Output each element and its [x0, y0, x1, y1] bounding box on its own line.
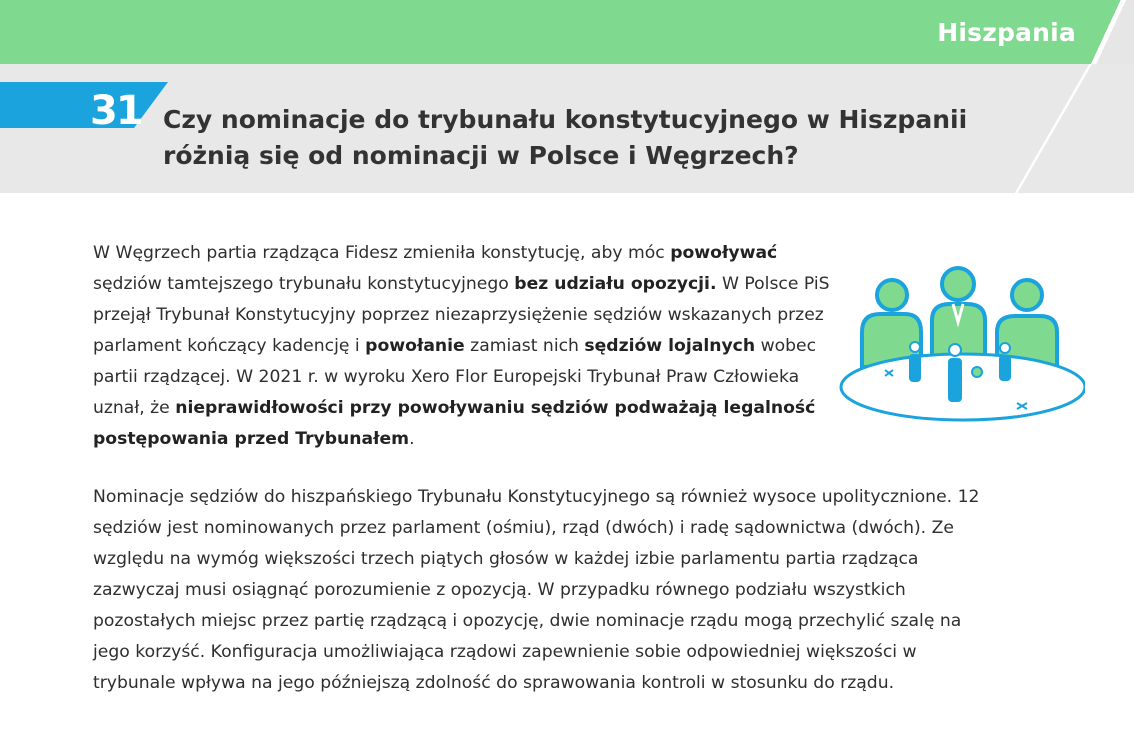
people-at-table-icon [835, 262, 1085, 432]
paragraph-1 [93, 238, 841, 455]
table-ellipse [841, 354, 1085, 420]
question-title: Czy nominacje do trybunału konstytucyjnego w Hiszpanii różnią się od nominacji w Polsce i Węgrzech? [163, 105, 968, 170]
p1-bold-4: sędziów lojalnych [584, 336, 756, 356]
title-band-diagonal [974, 64, 1134, 193]
p1-text-5: wobec partii rządzącej. W 2021 r. w wyroku Xero Flor Europejski Trybunał Praw Człowieka uznał, że [93, 336, 817, 418]
p1-text-3: W Polsce PiS przejął Trybunał Konstytucyjny poprzez niezaprzysiężenie sędziów wskazanych przez parlament kończący kadencję i [93, 274, 830, 356]
p1-bold-2: bez udziału opozycji. [514, 274, 717, 294]
figure-right [997, 280, 1057, 367]
paragraph-2: Nominacje sędziów do hiszpańskiego Trybunału Konstytucyjnego są również wysoce upolitycznione. 12 sędziów jest nominowanych przez parlament (ośmiu), rząd (dwóch) i radę sądownictwa (dwóch). Ze względu na wymóg większości trzech piątych głosów w każdej izbie parlamentu partia rządząca zazwyczaj musi osiągnąć porozumienie z opozycją. W przypadku równego podziału wszystkich pozostałych miejsc przez partię rządzącą i opozycję, dwie nominacje rządu mogą przechylić szalę na jego korzyść. Konfiguracja umożliwiająca rządowi zapewnienie sobie odpowiedniej większości w trybunale wpływa na jego późniejszą zdolność do sprawowania kontroli w stosunku do rządu. [93, 487, 980, 693]
p1-text-6: . [409, 429, 415, 449]
p1-bold-1: powoływać [670, 243, 778, 263]
question-number: 31 [90, 88, 142, 134]
p1-bold-5: nieprawidłowości przy powoływaniu sędziów podważają legalność postępowania przed Trybunałem [93, 398, 816, 449]
header-stripe [1074, 0, 1134, 64]
country-label: Hiszpania [937, 18, 1076, 47]
p1-text-4: zamiast nich [464, 336, 585, 356]
figure-left [862, 280, 921, 367]
p1-text-2: sędziów tamtejszego trybunału konstytucyjnego [93, 274, 515, 294]
p1-text-1: W Węgrzech partia rządząca Fidesz zmieniła konstytucję, aby móc [93, 243, 671, 263]
p1-bold-3: powołanie [365, 336, 465, 356]
